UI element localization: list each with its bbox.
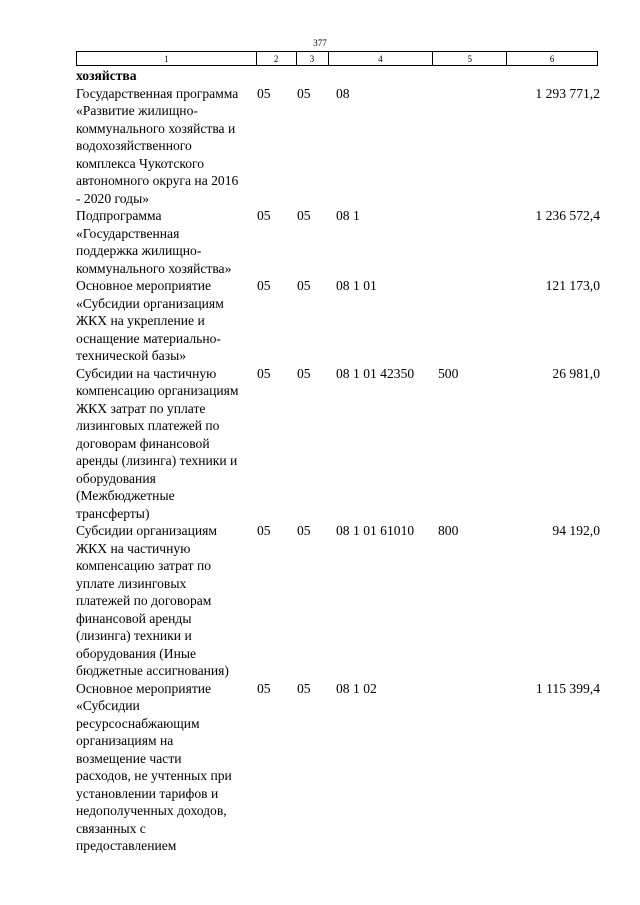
row-vr — [438, 85, 508, 208]
row-sum: 1 236 572,4 — [535, 208, 600, 223]
table-row — [76, 85, 616, 208]
table-row — [76, 680, 616, 855]
row-vr — [438, 680, 508, 855]
row-rz: 05 — [257, 523, 271, 538]
row-pr: 05 — [297, 278, 311, 293]
row-rz: 05 — [257, 208, 271, 223]
table-row — [76, 207, 616, 277]
row-name: Субсидии на частичную компенсацию организациям ЖКХ затрат по уплате лизинговых платежей по договорам финансовой аренды (лизинга) техники и оборудования (Межбюджетные трансферты) — [76, 365, 239, 521]
row-rz: 05 — [257, 278, 271, 293]
header-col-5: 5 — [432, 51, 507, 66]
row-rz: 05 — [257, 680, 271, 696]
row-pr: 05 — [297, 208, 311, 223]
row-pr: 05 — [297, 680, 311, 696]
row-vr — [438, 207, 508, 277]
row-csr: 08 1 01 61010 — [336, 523, 415, 538]
row-csr: 08 1 01 — [336, 278, 377, 293]
table-row — [76, 522, 616, 680]
row-name: Государственная программа «Развитие жилищно- коммунального хозяйства и водохозяйственного комплекса Чукотского автономного округа на 2016 - 2020 годы» — [76, 85, 239, 206]
row-csr: 08 1 01 42350 — [336, 365, 415, 381]
row-pr: 05 — [297, 523, 311, 538]
continuation-text: хозяйства — [76, 68, 137, 83]
row-vr: 500 — [438, 365, 459, 381]
header-col-6: 6 — [506, 51, 598, 66]
row-csr: 08 — [336, 85, 350, 101]
row-sum: 121 173,0 — [545, 278, 600, 293]
table-row — [76, 277, 616, 365]
header-col-1: 1 — [76, 51, 257, 66]
page-number: 377 — [313, 38, 327, 48]
row-pr: 05 — [297, 365, 311, 381]
table-body — [76, 67, 616, 855]
row-name: Субсидии организациям ЖКХ на частичную компенсацию затрат по уплате лизинговых платежей по договорам финансовой аренды (лизинга) техники и оборудования (Иные бюджетные ассигнования) — [76, 523, 229, 678]
row-vr — [438, 277, 508, 365]
row-sum: 94 192,0 — [552, 523, 600, 538]
row-rz: 05 — [257, 85, 271, 101]
header-col-2: 2 — [256, 51, 297, 66]
row-sum: 26 981,0 — [552, 365, 600, 381]
continuation-row — [76, 67, 616, 85]
row-pr: 05 — [297, 85, 311, 101]
table-header — [76, 51, 598, 66]
row-sum: 1 293 771,2 — [535, 85, 600, 101]
row-csr: 08 1 — [336, 208, 360, 223]
row-name: Основное мероприятие «Субсидии организациям ЖКХ на укрепление и оснащение материально- технической базы» — [76, 278, 224, 363]
header-col-3: 3 — [296, 51, 329, 66]
row-csr: 08 1 02 — [336, 680, 377, 696]
row-vr: 800 — [438, 523, 459, 538]
row-name: Подпрограмма «Государственная поддержка жилищно- коммунального хозяйства» — [76, 208, 232, 276]
row-rz: 05 — [257, 365, 271, 381]
table-row — [76, 365, 616, 523]
row-name: Основное мероприятие «Субсидии ресурсоснабжающим организациям на возмещение части расходов, не учтенных при установлении тарифов и недополученных доходов, связанных с предоставлением — [76, 680, 232, 853]
row-sum: 1 115 399,4 — [535, 680, 600, 696]
header-col-4: 4 — [328, 51, 434, 66]
